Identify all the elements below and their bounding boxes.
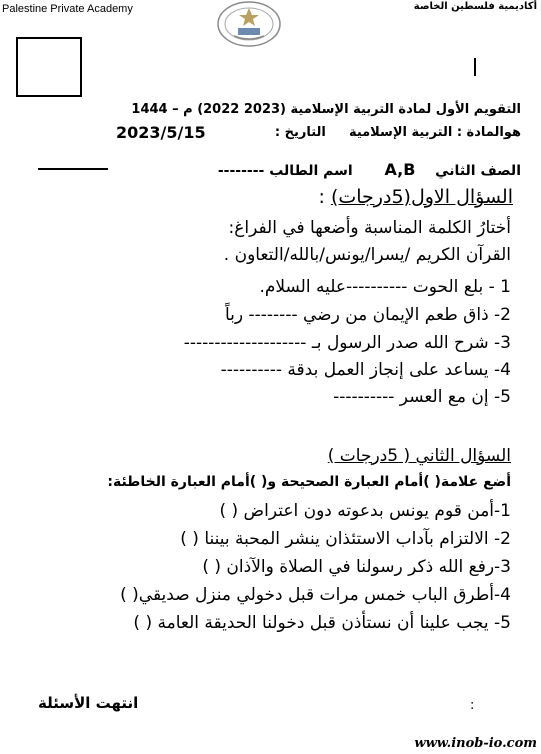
question2-heading: السؤال الثاني ( 5درجات ) — [327, 446, 511, 466]
question2-instruction: أضع علامة( )أمام العبارة الصحيحة و( )أمام العبارة الخاطئة: — [107, 474, 511, 490]
question2-title — [328, 446, 511, 466]
score-box — [16, 37, 82, 97]
exam-date: 2023/5/15 — [116, 123, 206, 142]
question1-title — [319, 186, 514, 208]
subject-label: هوالمادة : التربية الإسلامية — [348, 125, 521, 140]
question1-heading: السؤال الاول(5درجات) — [330, 186, 513, 208]
student-name-label: اسم الطالب -------- — [217, 163, 353, 179]
question2-item: 1-أمن قوم يونس بدعوته دون اعتراض ( ) — [219, 501, 511, 521]
school-name-english: Palestine Private Academy — [2, 3, 133, 15]
subject-line — [275, 125, 521, 140]
grade-label: الصف الثاني — [435, 163, 521, 179]
question1-item: 4- يساعد على إنجاز العمل بدقة ---------- — [220, 360, 511, 380]
grade-row — [218, 160, 521, 179]
footer-colon: : — [470, 698, 475, 713]
corner-mark — [474, 58, 476, 76]
question2-item: 2- الالتزام بآداب الاستئذان ينشر المحبة بيننا ( ) — [180, 529, 511, 549]
school-name-arabic: أكاديمية فلسطين الخاصة — [413, 1, 537, 12]
question2-item: 5- يجب علينا أن نستأذن قبل دخولنا الحديقة العامة ( ) — [133, 613, 511, 633]
question1-colon: : — [318, 186, 331, 208]
question1-item: 3- شرح الله صدر الرسول بـ -------------------- — [183, 333, 511, 353]
question1-item: 2- ذاق طعم الإيمان من رضي -------- رباً — [224, 305, 511, 325]
question1-item: 1 - بلع الحوت ----------عليه السلام. — [259, 277, 511, 297]
school-logo-icon — [216, 0, 282, 48]
grade-value: A,B — [384, 160, 416, 179]
name-line — [38, 168, 108, 170]
question1-item: 5- إن مع العسر ---------- — [333, 387, 511, 407]
exam-title: التقويم الأول لمادة التربية الإسلامية (2023 2022) م – 1444 — [131, 102, 521, 117]
date-label: التاريخ : — [274, 125, 326, 140]
question2-item: 4-أطرق الباب خمس مرات قبل دخولي منزل صديقي( ) — [120, 585, 511, 605]
end-of-questions: انتهت الأسئلة — [38, 694, 139, 712]
question2-item: 3-رفع الله ذكر رسولنا في الصلاة والآذان ( ) — [202, 557, 511, 577]
question1-instruction: أختارُ الكلمة المناسبة وأضعها في الفراغ: — [228, 218, 511, 238]
website-watermark: www.inob-io.com — [414, 736, 537, 751]
question1-word-bank: القرآن الكريم /يسرا/يونس/بالله/التعاون . — [223, 245, 511, 265]
